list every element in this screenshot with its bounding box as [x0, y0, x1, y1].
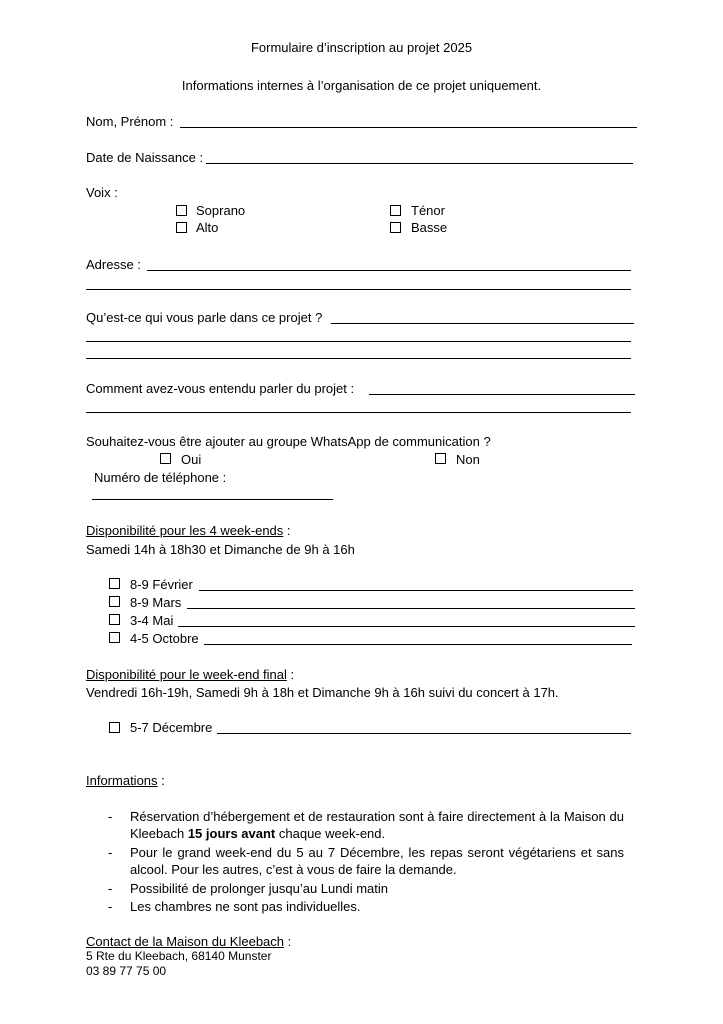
address-field-line-2[interactable] — [86, 289, 631, 290]
final-weekend-field[interactable] — [217, 733, 631, 734]
whatsapp-no-checkbox[interactable] — [435, 453, 446, 464]
info-bullet-3: - — [108, 881, 113, 896]
whatsapp-yes-checkbox[interactable] — [160, 453, 171, 464]
weekend-4-checkbox[interactable] — [109, 632, 120, 643]
weekend-4-field[interactable] — [204, 644, 632, 645]
info-bullet-1: - — [108, 809, 113, 824]
source-field-line-2[interactable] — [86, 412, 631, 413]
weekend-3-field[interactable] — [178, 626, 635, 627]
weekends-schedule: Samedi 14h à 18h30 et Dimanche de 9h à 16h — [86, 542, 355, 557]
final-weekend-checkbox[interactable] — [109, 722, 120, 733]
alto-checkbox[interactable] — [176, 222, 187, 233]
motivation-field[interactable] — [331, 323, 634, 324]
weekend-2-field[interactable] — [187, 608, 635, 609]
whatsapp-yes-label: Oui — [181, 452, 202, 467]
contact-phone: 03 89 77 75 00 — [86, 964, 167, 978]
address-field[interactable] — [147, 270, 631, 271]
phone-label: Numéro de téléphone : — [94, 470, 227, 485]
weekend-3-label: 3-4 Mai — [130, 613, 174, 628]
voice-label: Voix : — [86, 185, 118, 200]
tenor-checkbox[interactable] — [390, 205, 401, 216]
weekend-2-label: 8-9 Mars — [130, 595, 182, 610]
birth-date-label: Date de Naissance : — [86, 150, 204, 165]
final-weekend-heading: Disponibilité pour le week-end final : — [86, 667, 295, 682]
info-item-4: Les chambres ne sont pas individuelles. — [130, 899, 361, 914]
phone-field[interactable] — [92, 499, 333, 500]
contact-heading: Contact de la Maison du Kleebach : — [86, 934, 292, 949]
soprano-checkbox[interactable] — [176, 205, 187, 216]
final-weekend-schedule: Vendredi 16h-19h, Samedi 9h à 18h et Dimanche 9h à 16h suivi du concert à 17h. — [86, 685, 559, 700]
motivation-field-line-3[interactable] — [86, 358, 631, 359]
address-label: Adresse : — [86, 257, 141, 272]
info-bullet-2: - — [108, 845, 113, 860]
basse-checkbox[interactable] — [390, 222, 401, 233]
internal-notice: Informations internes à l’organisation de ce projet uniquement. — [181, 78, 542, 93]
weekend-4-label: 4-5 Octobre — [130, 631, 199, 646]
info-item-1: Réservation d’hébergement et de restauration sont à faire directement à la Maison du Kleebach 15 jours avant chaque week-end. — [130, 809, 624, 841]
weekend-3-checkbox[interactable] — [109, 614, 120, 625]
source-label: Comment avez-vous entendu parler du projet : — [86, 381, 355, 396]
weekend-2-checkbox[interactable] — [109, 596, 120, 607]
weekend-1-label: 8-9 Février — [130, 577, 193, 592]
soprano-label: Soprano — [196, 203, 246, 218]
weekend-1-field[interactable] — [199, 590, 633, 591]
contact-address: 5 Rte du Kleebach, 68140 Munster — [86, 949, 272, 963]
motivation-label: Qu’est-ce qui vous parle dans ce projet ? — [86, 310, 323, 325]
name-label: Nom, Prénom : — [86, 114, 174, 129]
weekends-heading: Disponibilité pour les 4 week-ends : — [86, 523, 291, 538]
weekend-1-checkbox[interactable] — [109, 578, 120, 589]
form-title: Formulaire d’inscription au projet 2025 — [250, 40, 473, 55]
whatsapp-no-label: Non — [456, 452, 480, 467]
source-field[interactable] — [369, 394, 635, 395]
motivation-field-line-2[interactable] — [86, 341, 631, 342]
final-weekend-label: 5-7 Décembre — [130, 720, 213, 735]
informations-heading: Informations : — [86, 773, 165, 788]
basse-label: Basse — [411, 220, 448, 235]
whatsapp-question: Souhaitez-vous être ajouter au groupe WhatsApp de communication ? — [86, 434, 491, 449]
info-item-2: Pour le grand week-end du 5 au 7 Décembre, les repas seront végétariens et sans alcool. Pour les autres, c’est à vous de faire la demande. — [130, 845, 624, 877]
info-bullet-4: - — [108, 899, 113, 914]
name-field[interactable] — [180, 127, 637, 128]
tenor-label: Ténor — [411, 203, 445, 218]
alto-label: Alto — [196, 220, 219, 235]
birth-date-field[interactable] — [206, 163, 633, 164]
info-item-3: Possibilité de prolonger jusqu’au Lundi matin — [130, 881, 388, 896]
